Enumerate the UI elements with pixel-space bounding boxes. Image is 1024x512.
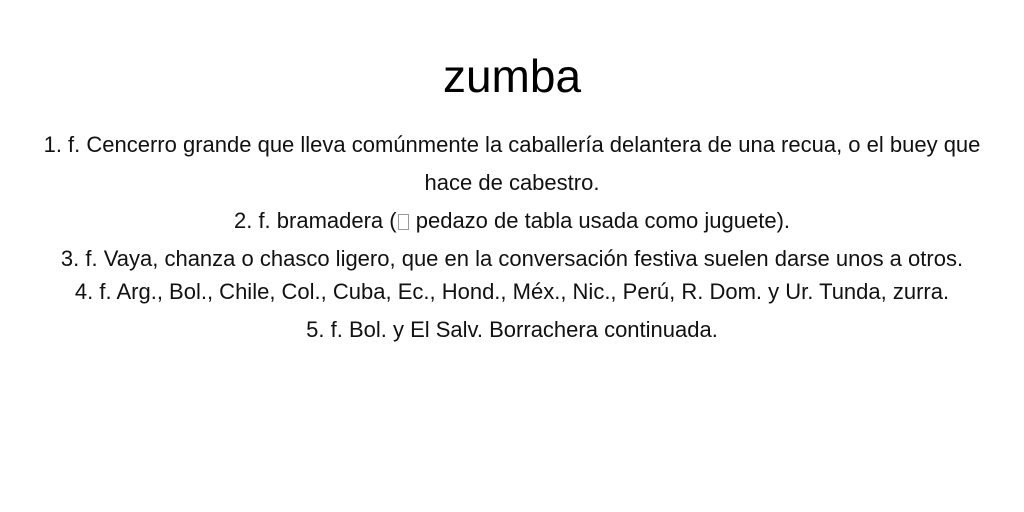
definition-2-text-before: 2. f. bramadera ( xyxy=(233,208,397,233)
definition-2 xyxy=(40,202,984,240)
definition-list xyxy=(40,126,984,349)
definition-5: 5. f. Bol. y El Salv. Borrachera continuada. xyxy=(306,317,718,342)
definition-1: 1. f. Cencerro grande que lleva comúnmente la caballería delantera de una recua, o el buey que hace de cabestro. xyxy=(43,132,981,195)
missing-glyph-icon xyxy=(398,214,409,230)
definition-3: 3. f. Vaya, chanza o chasco ligero, que en la conversación festiva suelen darse unos a otros. xyxy=(60,246,964,271)
definition-4: 4. f. Arg., Bol., Chile, Col., Cuba, Ec., Hond., Méx., Nic., Perú, R. Dom. y Ur. Tunda, zurra. xyxy=(74,279,950,304)
entry-headword: zumba xyxy=(442,50,582,102)
definition-2-text-after: pedazo de tabla usada como juguete). xyxy=(409,208,791,233)
